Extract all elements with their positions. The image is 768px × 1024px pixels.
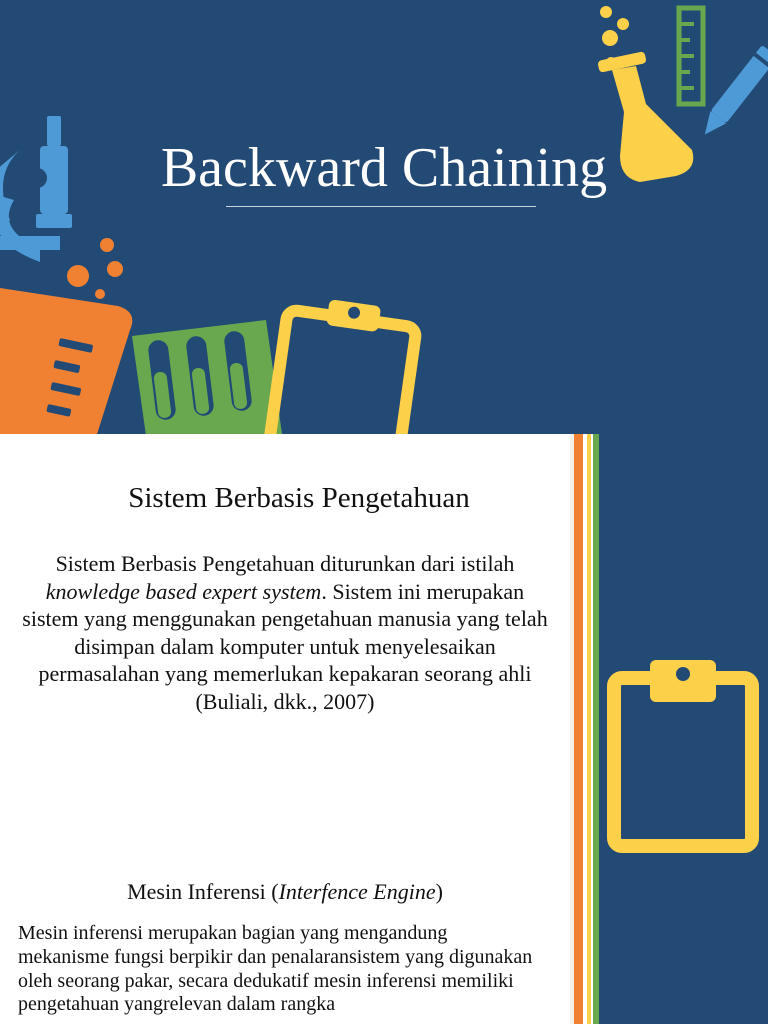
test-tubes-icon — [132, 320, 282, 434]
heading-text-italic: Interfence Engine — [278, 879, 436, 904]
heading-text-start: Mesin Inferensi ( — [127, 879, 279, 904]
clipboard-icon-small — [606, 656, 760, 854]
section-heading-knowledge-system: Sistem Berbasis Pengetahuan — [128, 482, 470, 514]
title-banner — [0, 0, 768, 434]
ruler-icon — [679, 8, 703, 104]
beaker-icon — [0, 288, 132, 434]
paragraph-text-start: Sistem Berbasis Pengetahuan diturunkan dari istilah — [55, 551, 515, 576]
section-heading-inference-engine — [22, 878, 548, 906]
title-underline — [226, 206, 536, 207]
inference-engine-paragraph: Mesin inferensi merupakan bagian yang mengandung mekanisme fungsi berpikir dan penalaransistem yang digunakan oleh seorang pakar, secara dedukatif mesin inferensi memiliki pengetahuan yangrelevan dalam rangka — [18, 922, 533, 1016]
paragraph-text-italic: knowledge based expert system — [45, 578, 322, 604]
slide-title: Backward Chaining — [160, 137, 608, 199]
pencil-icon — [697, 45, 768, 141]
paragraph-text-end: . Sistem ini merupakan sistem yang menggunakan pengetahuan manusia yang telah disimpan dalam komputer untuk menyelesaikan permasalahan yang memerlukan kepakaran seorang ahli (Buliali, dkk., 2007) — [22, 578, 548, 714]
science-illustration — [0, 0, 768, 434]
stripe-orange — [574, 434, 583, 1024]
heading-text-end: ) — [435, 879, 443, 904]
content-panel — [0, 434, 570, 1024]
bubble-dots — [67, 238, 123, 299]
stripe-green — [593, 434, 599, 1024]
clipboard-icon — [267, 294, 419, 434]
knowledge-system-paragraph — [22, 550, 548, 715]
